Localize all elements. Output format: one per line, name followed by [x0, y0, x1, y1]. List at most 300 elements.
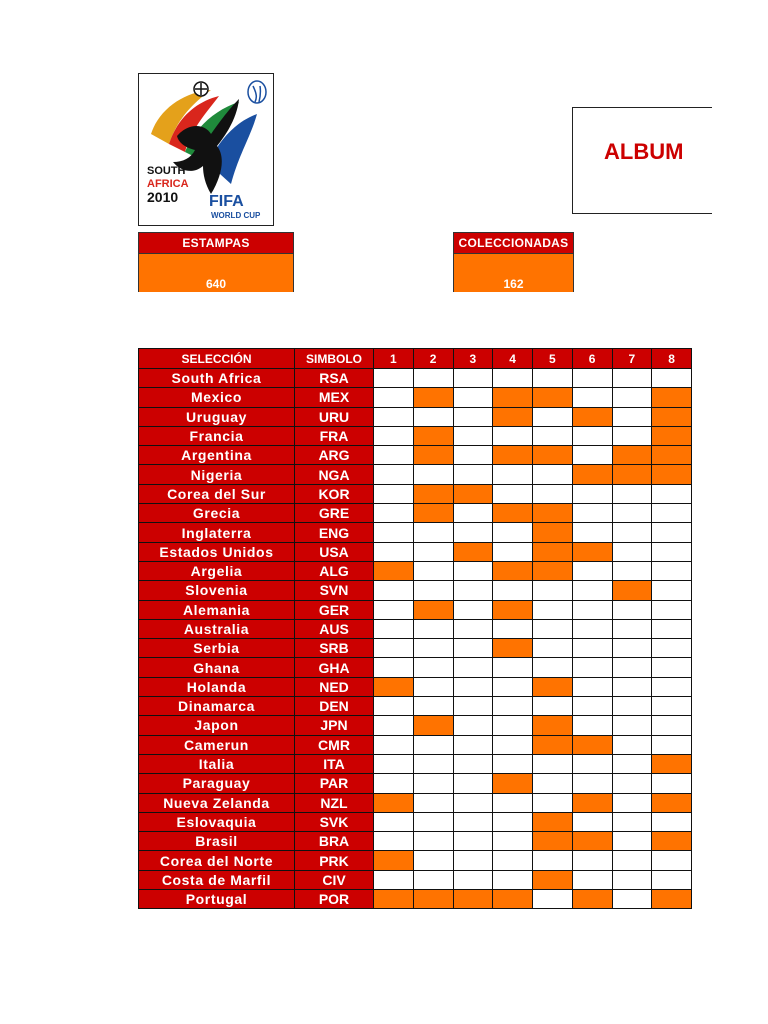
sticker-cell-collected[interactable]: [413, 446, 453, 465]
sticker-cell-empty[interactable]: [413, 697, 453, 716]
table-row: [139, 561, 692, 580]
sticker-cell-collected[interactable]: [652, 407, 692, 426]
album-title: ALBUM: [604, 139, 684, 164]
sticker-cell-empty[interactable]: [572, 812, 612, 831]
sticker-cell-empty[interactable]: [612, 523, 652, 542]
sticker-cell-empty[interactable]: [533, 890, 573, 909]
sticker-cell-empty[interactable]: [652, 677, 692, 696]
sticker-cell-collected[interactable]: [652, 426, 692, 445]
header-col-2: 2: [413, 349, 453, 369]
sticker-cell-empty[interactable]: [453, 677, 493, 696]
team-name: Nigeria: [139, 465, 295, 484]
sticker-cell-empty[interactable]: [413, 754, 453, 773]
sticker-cell-empty[interactable]: [533, 426, 573, 445]
sticker-cell-empty[interactable]: [453, 716, 493, 735]
table-row: [139, 465, 692, 484]
sticker-cell-empty[interactable]: [374, 716, 414, 735]
sticker-cell-empty[interactable]: [612, 851, 652, 870]
sticker-cell-empty[interactable]: [533, 754, 573, 773]
sticker-cell-collected[interactable]: [533, 504, 573, 523]
sticker-cell-empty[interactable]: [612, 619, 652, 638]
sticker-cell-empty[interactable]: [652, 774, 692, 793]
sticker-cell-empty[interactable]: [612, 870, 652, 889]
sticker-cell-empty[interactable]: [533, 793, 573, 812]
sticker-cell-empty[interactable]: [453, 504, 493, 523]
team-name: Paraguay: [139, 774, 295, 793]
header-col-4: 4: [493, 349, 533, 369]
sticker-cell-empty[interactable]: [493, 697, 533, 716]
team-name: Portugal: [139, 890, 295, 909]
sticker-cell-empty[interactable]: [453, 658, 493, 677]
sticker-cell-empty[interactable]: [533, 619, 573, 638]
sticker-cell-collected[interactable]: [652, 890, 692, 909]
sticker-cell-collected[interactable]: [453, 542, 493, 561]
sticker-cell-empty[interactable]: [413, 561, 453, 580]
sticker-cell-empty[interactable]: [612, 890, 652, 909]
sticker-cell-collected[interactable]: [572, 542, 612, 561]
sticker-cell-empty[interactable]: [612, 407, 652, 426]
team-code: JPN: [295, 716, 374, 735]
team-name: Costa de Marfil: [139, 870, 295, 889]
team-name: Eslovaquia: [139, 812, 295, 831]
team-name: Slovenia: [139, 581, 295, 600]
sticker-cell-empty[interactable]: [374, 581, 414, 600]
team-code: MEX: [295, 388, 374, 407]
sticker-cell-empty[interactable]: [374, 639, 414, 658]
sticker-cell-empty[interactable]: [493, 832, 533, 851]
sticker-cell-empty[interactable]: [413, 542, 453, 561]
sticker-cell-empty[interactable]: [572, 774, 612, 793]
estampas-value: 640: [139, 254, 293, 292]
sticker-cell-empty[interactable]: [453, 523, 493, 542]
sticker-cell-collected[interactable]: [652, 832, 692, 851]
sticker-cell-empty[interactable]: [652, 619, 692, 638]
sticker-cell-empty[interactable]: [652, 697, 692, 716]
sticker-cell-empty[interactable]: [612, 561, 652, 580]
sticker-cell-empty[interactable]: [493, 581, 533, 600]
sticker-cell-empty[interactable]: [572, 716, 612, 735]
team-code: SRB: [295, 639, 374, 658]
logo-fifa-text: FIFA: [209, 193, 244, 210]
sticker-cell-empty[interactable]: [453, 832, 493, 851]
sticker-cell-empty[interactable]: [493, 754, 533, 773]
sticker-cell-collected[interactable]: [533, 677, 573, 696]
team-name: Camerun: [139, 735, 295, 754]
team-code: RSA: [295, 369, 374, 388]
table-row: [139, 697, 692, 716]
team-name: Alemania: [139, 600, 295, 619]
team-name: Serbia: [139, 639, 295, 658]
sticker-cell-empty[interactable]: [572, 581, 612, 600]
sticker-cell-empty[interactable]: [493, 426, 533, 445]
sticker-cell-empty[interactable]: [493, 523, 533, 542]
sticker-cell-collected[interactable]: [453, 484, 493, 503]
sticker-cell-empty[interactable]: [493, 851, 533, 870]
sticker-cell-collected[interactable]: [493, 600, 533, 619]
sticker-cell-empty[interactable]: [453, 774, 493, 793]
estampas-label: ESTAMPAS: [139, 233, 293, 254]
sticker-cell-empty[interactable]: [374, 735, 414, 754]
table-header-row: [139, 349, 692, 369]
sticker-cell-collected[interactable]: [493, 504, 533, 523]
team-name: Brasil: [139, 832, 295, 851]
sticker-cell-empty[interactable]: [374, 523, 414, 542]
sticker-cell-empty[interactable]: [374, 870, 414, 889]
sticker-cell-empty[interactable]: [413, 870, 453, 889]
sticker-cell-empty[interactable]: [652, 735, 692, 754]
sticker-cell-collected[interactable]: [612, 581, 652, 600]
sticker-cell-empty[interactable]: [374, 600, 414, 619]
table-row: [139, 619, 692, 638]
team-code: NED: [295, 677, 374, 696]
sticker-cell-empty[interactable]: [374, 832, 414, 851]
sticker-cell-empty[interactable]: [453, 619, 493, 638]
sticker-cell-empty[interactable]: [374, 542, 414, 561]
sticker-cell-empty[interactable]: [453, 735, 493, 754]
sticker-cell-empty[interactable]: [453, 581, 493, 600]
sticker-cell-empty[interactable]: [612, 639, 652, 658]
sticker-cell-collected[interactable]: [493, 774, 533, 793]
sticker-cell-empty[interactable]: [533, 407, 573, 426]
sticker-cell-collected[interactable]: [533, 716, 573, 735]
header-col-1: 1: [374, 349, 414, 369]
table-row: [139, 388, 692, 407]
team-code: GER: [295, 600, 374, 619]
sticker-cell-empty[interactable]: [533, 465, 573, 484]
table-row: [139, 581, 692, 600]
sticker-cell-collected[interactable]: [572, 465, 612, 484]
team-code: CMR: [295, 735, 374, 754]
sticker-cell-empty[interactable]: [413, 774, 453, 793]
sticker-cell-empty[interactable]: [413, 639, 453, 658]
sticker-cell-empty[interactable]: [612, 504, 652, 523]
sticker-cell-empty[interactable]: [453, 812, 493, 831]
sticker-cell-collected[interactable]: [493, 446, 533, 465]
sticker-cell-collected[interactable]: [533, 446, 573, 465]
table-row: [139, 851, 692, 870]
table-row: [139, 870, 692, 889]
sticker-cell-empty[interactable]: [612, 677, 652, 696]
sticker-cell-empty[interactable]: [612, 754, 652, 773]
sticker-cell-collected[interactable]: [652, 446, 692, 465]
sticker-cell-empty[interactable]: [374, 658, 414, 677]
sticker-cell-empty[interactable]: [572, 754, 612, 773]
sticker-cell-empty[interactable]: [493, 619, 533, 638]
sticker-cell-collected[interactable]: [533, 832, 573, 851]
sticker-cell-empty[interactable]: [533, 581, 573, 600]
sticker-cell-empty[interactable]: [572, 658, 612, 677]
header-col-3: 3: [453, 349, 493, 369]
table-row: [139, 812, 692, 831]
team-name: Nueva Zelanda: [139, 793, 295, 812]
logo-worldcup-text: WORLD CUP: [211, 211, 261, 220]
sticker-cell-empty[interactable]: [493, 793, 533, 812]
sticker-cell-empty[interactable]: [453, 369, 493, 388]
sticker-cell-empty[interactable]: [572, 426, 612, 445]
sticker-cell-collected[interactable]: [572, 793, 612, 812]
sticker-cell-collected[interactable]: [533, 523, 573, 542]
header-col-6: 6: [572, 349, 612, 369]
table-row: [139, 793, 692, 812]
sticker-cell-empty[interactable]: [572, 369, 612, 388]
sticker-cell-empty[interactable]: [612, 697, 652, 716]
table-row: [139, 426, 692, 445]
sticker-cell-empty[interactable]: [374, 388, 414, 407]
sticker-cell-collected[interactable]: [413, 484, 453, 503]
sticker-cell-empty[interactable]: [493, 677, 533, 696]
sticker-cell-empty[interactable]: [572, 561, 612, 580]
sticker-cell-empty[interactable]: [413, 851, 453, 870]
sticker-cell-empty[interactable]: [572, 697, 612, 716]
sticker-cell-collected[interactable]: [374, 793, 414, 812]
sticker-cell-empty[interactable]: [533, 484, 573, 503]
sticker-cell-empty[interactable]: [612, 812, 652, 831]
sticker-cell-empty[interactable]: [652, 870, 692, 889]
sticker-cell-empty[interactable]: [612, 716, 652, 735]
sticker-cell-collected[interactable]: [572, 890, 612, 909]
sticker-cell-empty[interactable]: [374, 697, 414, 716]
sticker-cell-empty[interactable]: [374, 484, 414, 503]
sticker-cell-empty[interactable]: [652, 542, 692, 561]
sticker-cell-collected[interactable]: [652, 754, 692, 773]
sticker-cell-collected[interactable]: [652, 465, 692, 484]
sticker-cell-empty[interactable]: [413, 735, 453, 754]
team-name: Corea del Norte: [139, 851, 295, 870]
table-row: [139, 890, 692, 909]
sticker-cell-empty[interactable]: [652, 504, 692, 523]
sticker-cell-empty[interactable]: [413, 658, 453, 677]
sticker-cell-empty[interactable]: [453, 465, 493, 484]
sticker-cell-collected[interactable]: [453, 890, 493, 909]
sticker-cell-empty[interactable]: [374, 446, 414, 465]
sticker-cell-empty[interactable]: [652, 639, 692, 658]
team-code: DEN: [295, 697, 374, 716]
sticker-cell-empty[interactable]: [572, 851, 612, 870]
sticker-cell-empty[interactable]: [572, 446, 612, 465]
sticker-cell-empty[interactable]: [612, 600, 652, 619]
sticker-cell-collected[interactable]: [374, 890, 414, 909]
sticker-cell-empty[interactable]: [533, 639, 573, 658]
team-name: Estados Unidos: [139, 542, 295, 561]
sticker-cell-empty[interactable]: [374, 465, 414, 484]
team-code: USA: [295, 542, 374, 561]
sticker-cell-empty[interactable]: [652, 523, 692, 542]
sticker-cell-collected[interactable]: [533, 812, 573, 831]
sticker-cell-empty[interactable]: [453, 870, 493, 889]
sticker-cell-empty[interactable]: [453, 407, 493, 426]
sticker-cell-empty[interactable]: [533, 658, 573, 677]
sticker-cell-collected[interactable]: [493, 639, 533, 658]
sticker-cell-empty[interactable]: [652, 658, 692, 677]
sticker-cell-empty[interactable]: [374, 407, 414, 426]
team-code: BRA: [295, 832, 374, 851]
team-code: AUS: [295, 619, 374, 638]
sticker-cell-empty[interactable]: [413, 832, 453, 851]
sticker-cell-collected[interactable]: [652, 388, 692, 407]
sticker-cell-empty[interactable]: [493, 716, 533, 735]
sticker-cell-empty[interactable]: [374, 812, 414, 831]
sticker-cell-empty[interactable]: [652, 716, 692, 735]
sticker-cell-empty[interactable]: [413, 523, 453, 542]
sticker-cell-collected[interactable]: [612, 465, 652, 484]
sticker-cell-empty[interactable]: [413, 677, 453, 696]
sticker-cell-empty[interactable]: [572, 523, 612, 542]
sticker-cell-empty[interactable]: [413, 407, 453, 426]
sticker-cell-empty[interactable]: [612, 735, 652, 754]
sticker-cell-empty[interactable]: [413, 793, 453, 812]
sticker-cell-empty[interactable]: [612, 658, 652, 677]
team-name: Inglaterra: [139, 523, 295, 542]
sticker-cell-collected[interactable]: [572, 407, 612, 426]
team-name: Ghana: [139, 658, 295, 677]
sticker-cell-empty[interactable]: [533, 697, 573, 716]
sticker-cell-collected[interactable]: [374, 677, 414, 696]
table-row: [139, 754, 692, 773]
sticker-cell-collected[interactable]: [572, 832, 612, 851]
sticker-cell-collected[interactable]: [533, 735, 573, 754]
sticker-cell-empty[interactable]: [374, 619, 414, 638]
sticker-cell-empty[interactable]: [612, 832, 652, 851]
sticker-cell-empty[interactable]: [572, 600, 612, 619]
table-row: [139, 774, 692, 793]
album-title-box: [572, 107, 712, 214]
team-name: Uruguay: [139, 407, 295, 426]
sticker-cell-empty[interactable]: [652, 600, 692, 619]
sticker-cell-collected[interactable]: [374, 851, 414, 870]
sticker-cell-empty[interactable]: [652, 851, 692, 870]
sticker-cell-empty[interactable]: [493, 735, 533, 754]
sticker-cell-empty[interactable]: [572, 677, 612, 696]
sticker-cell-empty[interactable]: [652, 561, 692, 580]
sticker-cell-empty[interactable]: [493, 484, 533, 503]
team-code: ARG: [295, 446, 374, 465]
table-row: [139, 542, 692, 561]
sticker-cell-collected[interactable]: [493, 388, 533, 407]
sticker-cell-empty[interactable]: [572, 639, 612, 658]
sticker-cell-collected[interactable]: [413, 426, 453, 445]
sticker-cell-empty[interactable]: [572, 619, 612, 638]
sticker-cell-collected[interactable]: [533, 542, 573, 561]
team-code: PAR: [295, 774, 374, 793]
sticker-cell-empty[interactable]: [652, 812, 692, 831]
sticker-cell-empty[interactable]: [612, 484, 652, 503]
sticker-cell-empty[interactable]: [652, 369, 692, 388]
sticker-cell-empty[interactable]: [533, 774, 573, 793]
sticker-cell-empty[interactable]: [453, 754, 493, 773]
sticker-cell-empty[interactable]: [493, 542, 533, 561]
coleccionadas-label: COLECCIONADAS: [454, 233, 573, 254]
team-code: PRK: [295, 851, 374, 870]
sticker-cell-collected[interactable]: [374, 561, 414, 580]
sticker-cell-empty[interactable]: [493, 369, 533, 388]
table-row: [139, 484, 692, 503]
sticker-cell-empty[interactable]: [572, 388, 612, 407]
sticker-cell-empty[interactable]: [453, 426, 493, 445]
team-code: SVK: [295, 812, 374, 831]
sticker-cell-empty[interactable]: [533, 600, 573, 619]
sticker-cell-empty[interactable]: [453, 639, 493, 658]
sticker-cell-empty[interactable]: [453, 388, 493, 407]
team-name: Corea del Sur: [139, 484, 295, 503]
team-code: SVN: [295, 581, 374, 600]
sticker-cell-collected[interactable]: [413, 504, 453, 523]
sticker-cell-empty[interactable]: [612, 774, 652, 793]
sticker-cell-collected[interactable]: [413, 600, 453, 619]
table-row: [139, 407, 692, 426]
table-row: [139, 639, 692, 658]
team-code: NZL: [295, 793, 374, 812]
sticker-cell-empty[interactable]: [493, 812, 533, 831]
sticker-cell-collected[interactable]: [612, 446, 652, 465]
sticker-cell-empty[interactable]: [493, 465, 533, 484]
sticker-cell-empty[interactable]: [572, 484, 612, 503]
sticker-cell-empty[interactable]: [612, 388, 652, 407]
fifa-world-cup-2010-logo: [138, 73, 274, 226]
sticker-cell-empty[interactable]: [612, 793, 652, 812]
sticker-cell-empty[interactable]: [652, 484, 692, 503]
sticker-cell-empty[interactable]: [453, 446, 493, 465]
sticker-cell-empty[interactable]: [612, 369, 652, 388]
team-name: Holanda: [139, 677, 295, 696]
sticker-cell-collected[interactable]: [652, 793, 692, 812]
sticker-cell-collected[interactable]: [493, 890, 533, 909]
sticker-cell-empty[interactable]: [453, 561, 493, 580]
sticker-cell-empty[interactable]: [374, 504, 414, 523]
header-col-7: 7: [612, 349, 652, 369]
sticker-cell-empty[interactable]: [374, 426, 414, 445]
sticker-cell-empty[interactable]: [453, 697, 493, 716]
sticker-cell-collected[interactable]: [533, 870, 573, 889]
sticker-cell-empty[interactable]: [453, 600, 493, 619]
sticker-cell-collected[interactable]: [413, 388, 453, 407]
sticker-cell-collected[interactable]: [533, 561, 573, 580]
table-row: [139, 658, 692, 677]
sticker-cell-empty[interactable]: [374, 754, 414, 773]
sticker-cell-collected[interactable]: [493, 407, 533, 426]
sticker-cell-empty[interactable]: [493, 870, 533, 889]
sticker-cell-empty[interactable]: [533, 369, 573, 388]
sticker-cell-empty[interactable]: [652, 581, 692, 600]
sticker-cell-empty[interactable]: [612, 426, 652, 445]
sticker-cell-empty[interactable]: [493, 658, 533, 677]
sticker-cell-empty[interactable]: [612, 542, 652, 561]
sticker-cell-empty[interactable]: [572, 504, 612, 523]
sticker-cell-empty[interactable]: [453, 793, 493, 812]
sticker-cell-empty[interactable]: [413, 812, 453, 831]
sticker-cell-empty[interactable]: [533, 851, 573, 870]
sticker-cell-empty[interactable]: [413, 369, 453, 388]
sticker-cell-empty[interactable]: [413, 619, 453, 638]
sticker-cell-collected[interactable]: [533, 388, 573, 407]
team-name: Australia: [139, 619, 295, 638]
sticker-cell-collected[interactable]: [493, 561, 533, 580]
sticker-cell-collected[interactable]: [413, 890, 453, 909]
sticker-cell-empty[interactable]: [374, 774, 414, 793]
sticker-table: [138, 348, 692, 909]
team-name: Dinamarca: [139, 697, 295, 716]
sticker-cell-collected[interactable]: [572, 735, 612, 754]
table-row: [139, 600, 692, 619]
team-code: KOR: [295, 484, 374, 503]
coleccionadas-value: 162: [454, 254, 573, 292]
sticker-cell-empty[interactable]: [374, 369, 414, 388]
sticker-cell-empty[interactable]: [572, 870, 612, 889]
sticker-cell-empty[interactable]: [413, 581, 453, 600]
sticker-cell-collected[interactable]: [413, 716, 453, 735]
sticker-cell-empty[interactable]: [453, 851, 493, 870]
logo-africa-text: AFRICA: [147, 178, 189, 190]
sticker-cell-empty[interactable]: [413, 465, 453, 484]
